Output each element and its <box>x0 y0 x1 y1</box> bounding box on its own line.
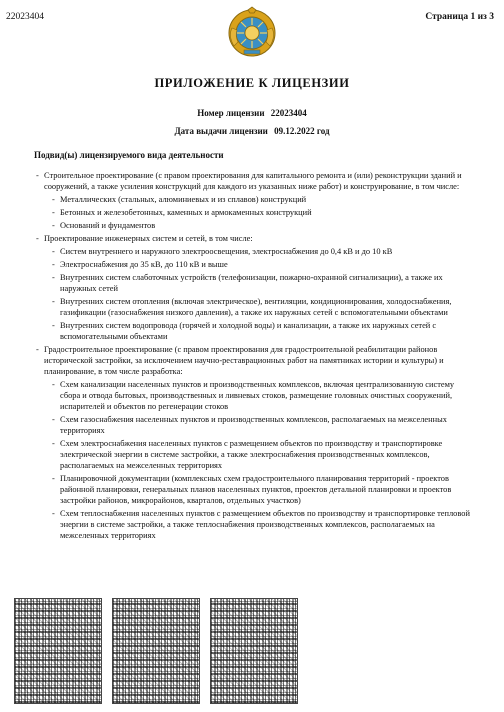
license-number-label: Номер лицензии <box>197 108 265 118</box>
state-emblem-icon <box>226 6 278 58</box>
activity-item: - Строительное проектирование (с правом проектирования для капитального ремонта и (или) реконструкции зданий и сооружений, а также усиления конструкций для каждого из указанных ниже работ) и конструирование, в том числе: <box>36 170 476 192</box>
activity-item: - Проектирование инженерных систем и сетей, в том числе: <box>36 233 476 244</box>
document-title: ПРИЛОЖЕНИЕ К ЛИЦЕНЗИИ <box>154 76 350 90</box>
qr-code <box>14 598 102 704</box>
qr-code <box>210 598 298 704</box>
activity-subitem: - Схем канализации населенных пунктов и производственных комплексов, включая централизованную систему сбора и отвода бытовых, производственных и ливневых стоков, размещение головных очистных сооружений, испарителей и объектов по регенерации стоков <box>52 379 476 412</box>
activity-subitem: - Схем газоснабжения населенных пунктов и производственных комплексов, располагаемых на межселенных территориях <box>52 414 476 436</box>
activity-item: - Градостроительное проектирование (с правом проектирования для градостроительной реабилитации районов исторической застройки, за исключением научно-реставрационных работ на памятниках истории и культуры) и планирование, в том числе разработка: <box>36 344 476 377</box>
qr-code <box>112 598 200 704</box>
license-date-label: Дата выдачи лицензии <box>174 126 268 136</box>
license-date-value: 09.12.2022 год <box>274 126 330 136</box>
document-number: 22023404 <box>6 12 44 22</box>
activity-subitem: - Бетонных и железобетонных, каменных и армокаменных конструкций <box>52 207 476 218</box>
activity-subitem: - Схем теплоснабжения населенных пунктов с размещением объектов по производству и транспортировке тепловой энергии в системе застройки, а также теплоснабжения производственных комплексов, располагаемых на межселенных территориях <box>52 508 476 541</box>
activity-subitem: - Металлических (стальных, алюминиевых и из сплавов) конструкций <box>52 194 476 205</box>
activity-subitem: - Схем электроснабжения населенных пунктов с размещением объектов по производству и транспортировке электрической энергии в системе застройки, а также электроснабжения производственных комплексов, располагаемых на межселенных территориях <box>52 438 476 471</box>
activity-list <box>36 170 476 543</box>
section-heading: Подвид(ы) лицензируемого вида деятельности <box>34 150 224 160</box>
activity-subitem: - Планировочной документации (комплексных схем градостроительного планирования территорий - проектов районной планировки, генеральных планов населенных пунктов, проектов детальной планировки и проектов застройки районов, микрорайонов, кварталов, отдельных участков) <box>52 473 476 506</box>
activity-subitem: - Систем внутреннего и наружного электроосвещения, электроснабжения до 0,4 кВ и до 10 кВ <box>52 246 476 257</box>
activity-subitem: - Электроснабжения до 35 кВ, до 110 кВ и выше <box>52 259 476 270</box>
license-number-line <box>0 108 504 118</box>
license-date-line <box>0 126 504 136</box>
license-number-value: 22023404 <box>270 108 307 118</box>
activity-subitem: - Внутренних систем водопровода (горячей и холодной воды) и канализации, а также их наружных сетей с вспомогательными объектами <box>52 320 476 342</box>
activity-subitem: - Внутренних систем отопления (включая электрическое), вентиляции, кондиционирования, холодоснабжения, газификации (газоснабжения низкого давления), а также их наружных сетей с вспомогательными объектами <box>52 296 476 318</box>
page-indicator: Страница 1 из 3 <box>425 12 494 22</box>
activity-subitem: - Внутренних систем слаботочных устройств (телефонизации, пожарно-охранной сигнализации), а также их наружных сетей <box>52 272 476 294</box>
activity-subitem: - Оснований и фундаментов <box>52 220 476 231</box>
